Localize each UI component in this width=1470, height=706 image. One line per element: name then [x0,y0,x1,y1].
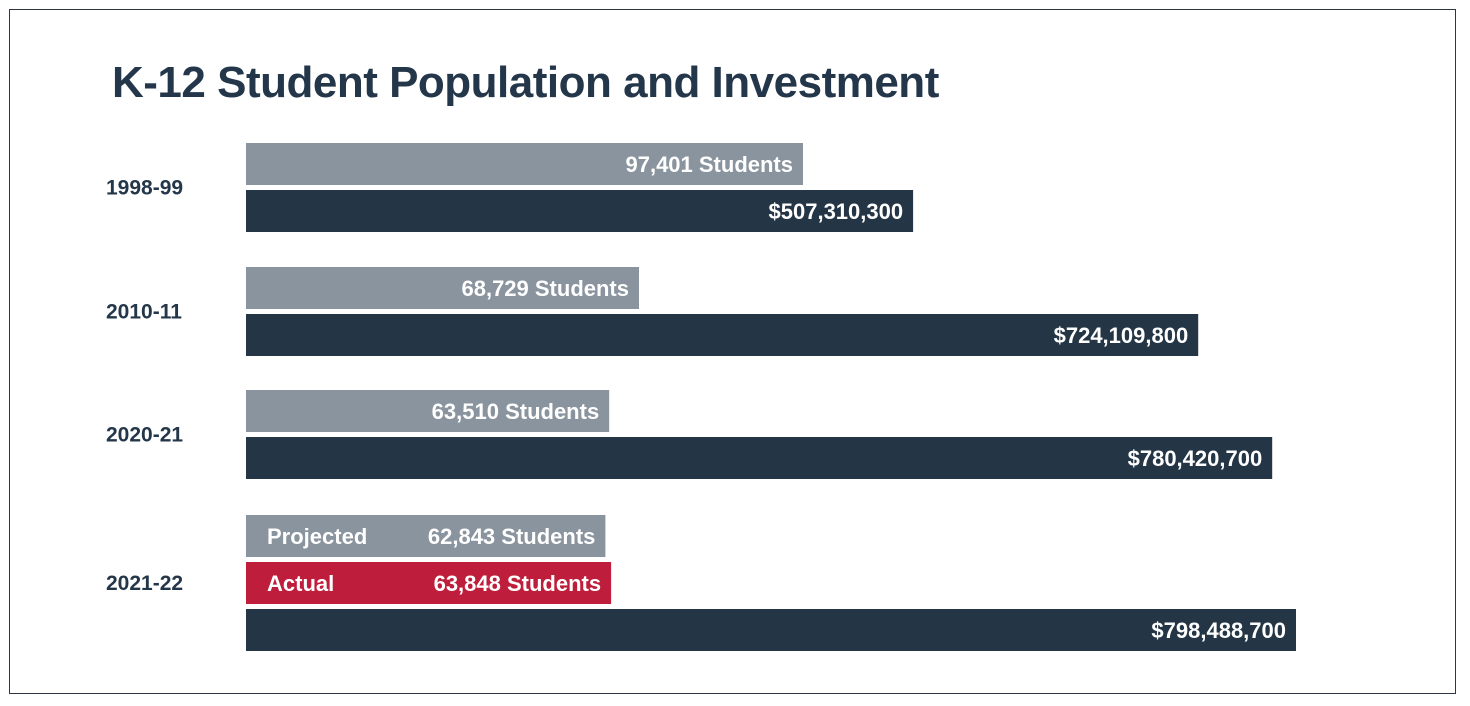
year-label-2020-21: 2020-21 [106,423,184,447]
year-label-2010-11: 2010-11 [106,300,182,324]
bar-value-label: 63,510 Students [431,399,600,424]
bar-value-label: $507,310,300 [768,199,904,224]
year-label-2021-22: 2021-22 [106,572,184,595]
bar-value-label: 62,843 Students [427,524,596,549]
bar-value-label: $724,109,800 [1053,323,1189,348]
bar-value-label: 97,401 Students [625,152,793,177]
bar-investment-2021-22 [246,609,1296,651]
bar-value-label: $798,488,700 [1151,618,1286,643]
year-label-1998-99: 1998-99 [106,176,184,200]
bar-tag-label: Actual [267,571,335,596]
bar-value-label: 63,848 Students [433,571,602,596]
chart-title: K-12 Student Population and Investment [112,58,939,107]
bar-tag-label: Projected [267,524,368,549]
bar-investment-2020-21 [246,437,1272,479]
bar-value-label: 68,729 Students [461,276,629,301]
bar-value-label: $780,420,700 [1127,446,1263,471]
